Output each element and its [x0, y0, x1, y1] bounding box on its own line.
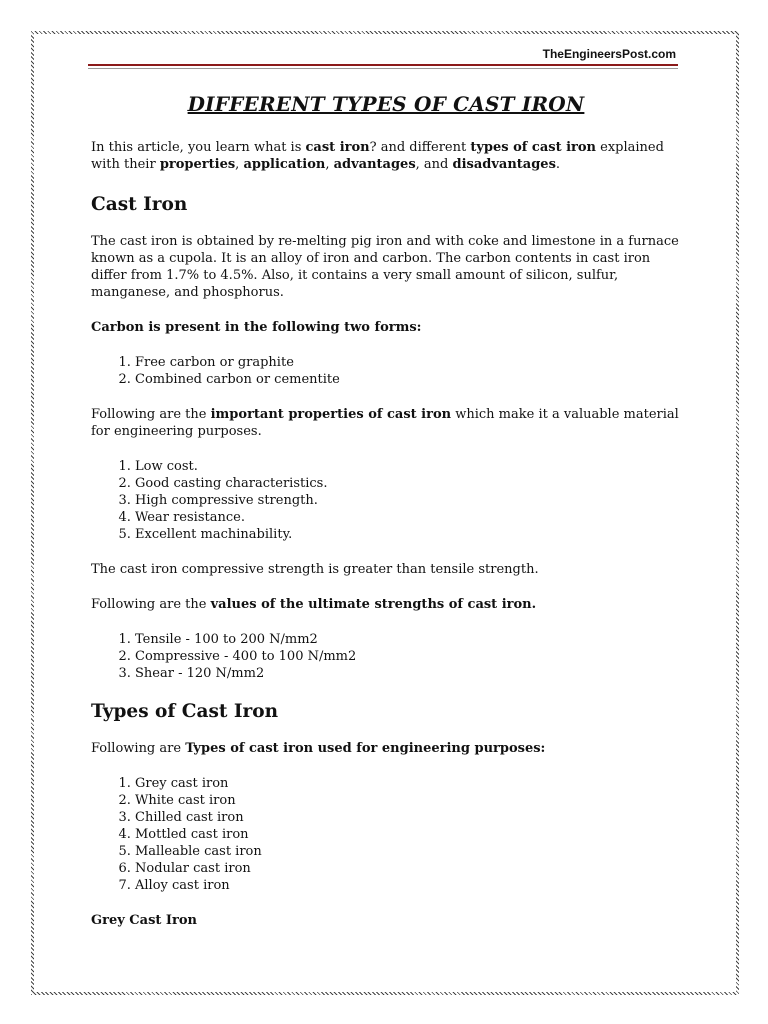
- list-item: 5. Excellent machinability.: [135, 526, 681, 543]
- types-list: [91, 775, 681, 894]
- section-heading-types: Types of Cast Iron: [91, 701, 279, 722]
- intro-text: ,: [235, 157, 244, 172]
- bold-text: important properties of cast iron: [210, 407, 452, 422]
- list-item: 1. Free carbon or graphite: [135, 354, 681, 371]
- text: Following are the: [91, 407, 211, 422]
- intro-bold: properties: [159, 157, 236, 172]
- list-item: 4. Mottled cast iron: [135, 826, 681, 843]
- strengths-intro: [91, 596, 681, 613]
- bold-text: Types of cast iron used for engineering purposes:: [185, 741, 546, 756]
- list-item: 2. Good casting characteristics.: [135, 475, 681, 492]
- list-item: 1. Low cost.: [135, 458, 681, 475]
- list-item: 6. Nodular cast iron: [135, 860, 681, 877]
- list-item: 5. Malleable cast iron: [135, 843, 681, 860]
- list-item: 4. Wear resistance.: [135, 509, 681, 526]
- list-item: 7. Alloy cast iron: [135, 877, 681, 894]
- intro-text: explained with their: [91, 140, 664, 172]
- types-intro: [91, 740, 681, 757]
- text: which make it a valuable material for engineering purposes.: [91, 407, 679, 439]
- carbon-forms-heading: Carbon is present in the following two forms:: [91, 320, 422, 335]
- intro-bold: application: [243, 157, 326, 172]
- header-rule-thin: [88, 68, 678, 69]
- properties-intro: [91, 406, 681, 440]
- intro-text: In this article, you learn what is: [91, 140, 306, 155]
- bold-text: values of the ultimate strengths of cast iron.: [210, 597, 537, 612]
- intro-text: ,: [325, 157, 334, 172]
- intro-bold: advantages: [333, 157, 416, 172]
- list-item: 3. High compressive strength.: [135, 492, 681, 509]
- intro-text: .: [555, 157, 561, 172]
- list-item: 1. Tensile - 100 to 200 N/mm2: [135, 631, 681, 648]
- header-rule: [88, 64, 678, 66]
- list-item: 3. Chilled cast iron: [135, 809, 681, 826]
- section-heading-cast-iron: Cast Iron: [91, 194, 188, 215]
- strengths-list: [91, 631, 681, 682]
- text: Following are: [91, 741, 186, 756]
- page-title: DIFFERENT TYPES OF CAST IRON: [187, 92, 585, 116]
- grey-cast-iron-heading: Grey Cast Iron: [91, 913, 197, 928]
- site-name: TheEngineersPost.com: [542, 47, 676, 61]
- intro-bold: disadvantages: [452, 157, 556, 172]
- intro-bold: types of cast iron: [470, 140, 597, 155]
- intro-bold: cast iron: [305, 140, 370, 155]
- list-item: 2. White cast iron: [135, 792, 681, 809]
- list-item: 3. Shear - 120 N/mm2: [135, 665, 681, 682]
- list-item: 2. Combined carbon or cementite: [135, 371, 681, 388]
- intro-text: ? and different: [369, 140, 471, 155]
- list-item: 2. Compressive - 400 to 100 N/mm2: [135, 648, 681, 665]
- carbon-forms-list: [91, 354, 681, 388]
- compressive-note: The cast iron compressive strength is greater than tensile strength.: [91, 562, 539, 577]
- properties-list: [91, 458, 681, 543]
- article-body: [91, 88, 681, 929]
- intro-text: , and: [415, 157, 453, 172]
- text: Following are the: [91, 597, 211, 612]
- cast-iron-paragraph: The cast iron is obtained by re-melting pig iron and with coke and limestone in a furnace known as a cupola. It is an alloy of iron and carbon. The carbon contents in cast iron differ from 1.7% to 4.5%. Also, it contains a very small amount of silicon, sulfur, manganese, and phosphorus.: [91, 234, 679, 300]
- list-item: 1. Grey cast iron: [135, 775, 681, 792]
- intro-paragraph: [91, 139, 681, 173]
